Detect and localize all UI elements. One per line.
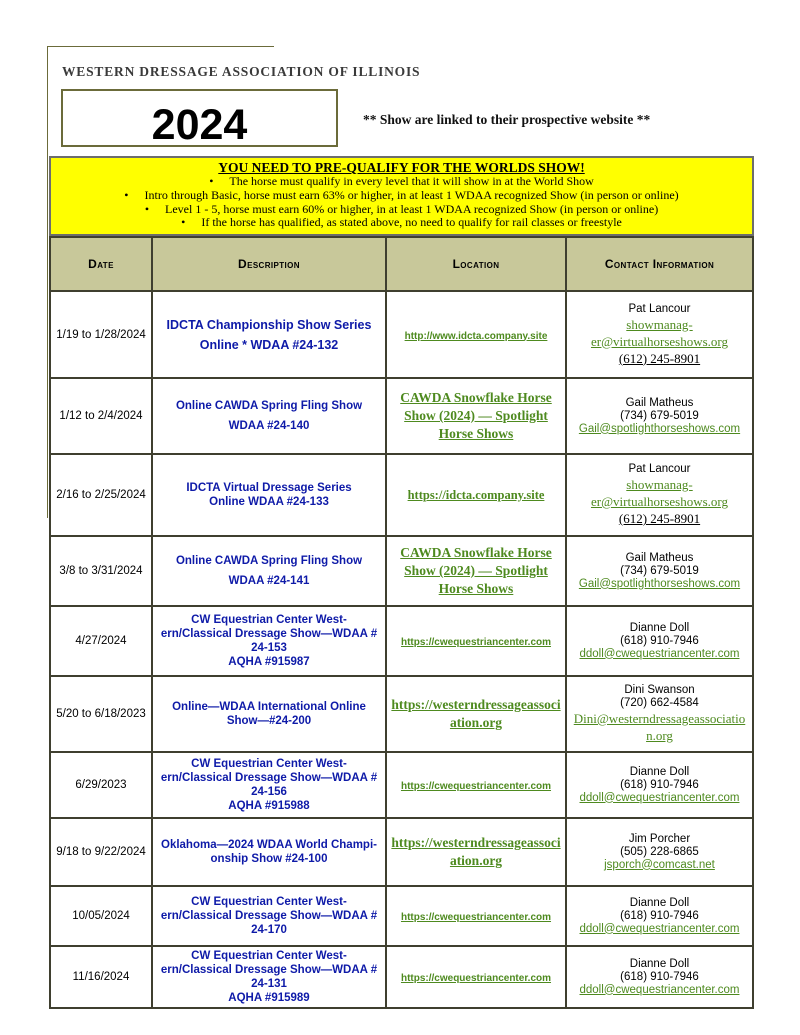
header-top-rule	[48, 46, 274, 47]
header-left-rule	[47, 46, 48, 518]
show-location	[386, 536, 566, 606]
show-subtitle: AQHA #915989	[228, 992, 310, 1004]
contact-name: Pat Lancour	[628, 463, 691, 475]
show-subtitle: Online WDAA #24-133	[209, 496, 329, 508]
show-date: 1/12 to 2/4/2024	[50, 378, 152, 454]
show-description	[152, 818, 386, 886]
column-header-location: Location	[386, 237, 566, 291]
table-row	[50, 536, 753, 606]
qualification-banner	[49, 156, 754, 236]
banner-bullet: • Intro through Basic, horse must earn 63% or higher, in at least 1 WDAA recognized Show (in person or online)	[51, 189, 752, 203]
location-link[interactable]: https://cwequestriancenter.com	[400, 781, 552, 792]
show-location	[386, 752, 566, 818]
contact-name: Dini Swanson	[624, 684, 695, 696]
column-header-contact: Contact Information	[566, 237, 753, 291]
contact-phone: (734) 679-5019	[620, 409, 699, 422]
banner-list	[51, 175, 752, 230]
contact-phone: (734) 679-5019	[620, 564, 699, 577]
contact-name: Gail Matheus	[625, 396, 694, 409]
contact-info	[566, 946, 753, 1008]
show-location	[386, 378, 566, 454]
contact-phone: (505) 228-6865	[620, 845, 699, 858]
show-title: Oklahoma—2024 WDAA World Champi-onship Show #24-100	[161, 839, 377, 865]
year-title: 2024	[151, 100, 248, 149]
contact-info	[566, 752, 753, 818]
contact-email[interactable]: showmanag-er@virtualhorseshows.org	[590, 477, 728, 509]
contact-info	[566, 291, 753, 378]
location-link[interactable]: https://westerndressageassociation.org	[391, 835, 561, 868]
contact-info	[566, 378, 753, 454]
column-header-date: Date	[50, 237, 152, 291]
show-date: 11/16/2024	[50, 946, 152, 1008]
contact-name: Dianne Doll	[629, 957, 690, 970]
show-description	[152, 946, 386, 1008]
location-link[interactable]: https://cwequestriancenter.com	[400, 973, 552, 984]
show-schedule-table	[49, 236, 754, 1009]
show-description	[152, 752, 386, 818]
year-box	[61, 89, 338, 147]
banner-bullet: • If the horse has qualified, as stated above, no need to qualify for rail classes or freestyle	[51, 216, 752, 230]
location-link[interactable]: https://cwequestriancenter.com	[400, 912, 552, 923]
show-title: Online CAWDA Spring Fling Show	[175, 555, 363, 567]
contact-phone: (612) 245-8901	[618, 350, 701, 366]
table-row	[50, 291, 753, 378]
table-row	[50, 606, 753, 676]
show-title: Online CAWDA Spring Fling Show	[175, 400, 363, 412]
banner-bullet: • Level 1 - 5, horse must earn 60% or higher, in at least 1 WDAA recognized Show (in person or online)	[51, 203, 752, 217]
show-date: 2/16 to 2/25/2024	[50, 454, 152, 536]
contact-name: Dianne Doll	[629, 621, 690, 634]
contact-email[interactable]: ddoll@cwequestriancenter.com	[579, 647, 740, 660]
contact-email[interactable]: jsporch@comcast.net	[604, 858, 715, 871]
show-description	[152, 291, 386, 378]
table-row	[50, 676, 753, 752]
show-date: 10/05/2024	[50, 886, 152, 946]
show-description	[152, 886, 386, 946]
show-description	[152, 536, 386, 606]
location-link[interactable]: https://idcta.company.site	[407, 488, 545, 502]
location-link[interactable]: http://www.idcta.company.site	[404, 330, 548, 342]
show-title: IDCTA Virtual Dressage Series	[186, 482, 352, 494]
show-title: CW Equestrian Center West-ern/Classical Dressage Show—WDAA # 24-156	[160, 758, 378, 798]
table-header-row	[50, 237, 753, 291]
contact-email[interactable]: Dini@westerndressageassociation.org	[573, 711, 746, 743]
banner-title: YOU NEED TO PRE-QUALIFY FOR THE WORLDS SHOW!	[218, 160, 585, 175]
show-location	[386, 454, 566, 536]
location-link[interactable]: https://cwequestriancenter.com	[400, 637, 552, 648]
contact-name: Dianne Doll	[629, 765, 690, 778]
show-subtitle: AQHA #915987	[228, 656, 310, 668]
contact-info	[566, 886, 753, 946]
show-title: Online—WDAA International Online Show—#24-200	[172, 701, 366, 727]
contact-name: Dianne Doll	[629, 896, 690, 909]
org-name: WESTERN DRESSAGE ASSOCIATION OF ILLINOIS	[62, 64, 421, 79]
show-location	[386, 886, 566, 946]
contact-email[interactable]: ddoll@cwequestriancenter.com	[579, 791, 740, 804]
contact-phone: (618) 910-7946	[620, 634, 699, 647]
contact-info	[566, 536, 753, 606]
table-row	[50, 454, 753, 536]
show-title: CW Equestrian Center West-ern/Classical Dressage Show—WDAA # 24-170	[160, 896, 378, 936]
website-note: ** Show are linked to their prospective website **	[363, 112, 651, 127]
show-description	[152, 454, 386, 536]
show-subtitle: AQHA #915988	[228, 800, 310, 812]
table-row	[50, 378, 753, 454]
contact-email[interactable]: Gail@spotlighthorseshows.com	[578, 577, 741, 590]
location-link[interactable]: CAWDA Snowflake Horse Show (2024) — Spotlight Horse Shows	[400, 545, 552, 596]
show-location	[386, 818, 566, 886]
contact-email[interactable]: ddoll@cwequestriancenter.com	[579, 922, 740, 935]
show-location	[386, 676, 566, 752]
table-row	[50, 818, 753, 886]
show-location	[386, 291, 566, 378]
contact-email[interactable]: showmanag-er@virtualhorseshows.org	[590, 316, 728, 349]
contact-name: Pat Lancour	[628, 302, 691, 315]
show-subtitle: Online * WDAA #24-132	[199, 337, 339, 352]
show-date: 3/8 to 3/31/2024	[50, 536, 152, 606]
table-row	[50, 946, 753, 1008]
contact-name: Gail Matheus	[625, 551, 694, 564]
show-location	[386, 946, 566, 1008]
contact-phone: (612) 245-8901	[618, 511, 701, 526]
banner-bullet: • The horse must qualify in every level that it will show in at the World Show	[51, 175, 752, 189]
contact-info	[566, 606, 753, 676]
table-row	[50, 752, 753, 818]
column-header-description: Description	[152, 237, 386, 291]
contact-phone: (618) 910-7946	[620, 909, 699, 922]
show-description	[152, 606, 386, 676]
show-date: 9/18 to 9/22/2024	[50, 818, 152, 886]
show-date: 4/27/2024	[50, 606, 152, 676]
location-link[interactable]: CAWDA Snowflake Horse Show (2024) — Spotlight Horse Shows	[400, 390, 552, 441]
contact-info	[566, 676, 753, 752]
contact-info	[566, 454, 753, 536]
contact-email[interactable]: Gail@spotlighthorseshows.com	[578, 422, 741, 435]
table-row	[50, 886, 753, 946]
show-title: CW Equestrian Center West-ern/Classical Dressage Show—WDAA # 24-153	[160, 614, 378, 654]
show-location	[386, 606, 566, 676]
contact-phone: (720) 662-4584	[620, 697, 699, 709]
contact-info	[566, 818, 753, 886]
contact-name: Jim Porcher	[628, 832, 691, 845]
contact-phone: (618) 910-7946	[620, 970, 699, 983]
show-subtitle: WDAA #24-141	[228, 575, 310, 587]
location-link[interactable]: https://westerndressageassociation.org	[391, 697, 561, 730]
show-title: IDCTA Championship Show Series	[166, 317, 372, 332]
show-description	[152, 676, 386, 752]
contact-phone: (618) 910-7946	[620, 778, 699, 791]
show-date: 1/19 to 1/28/2024	[50, 291, 152, 378]
contact-email[interactable]: ddoll@cwequestriancenter.com	[579, 983, 740, 996]
show-date: 6/29/2023	[50, 752, 152, 818]
show-subtitle: WDAA #24-140	[228, 420, 310, 432]
show-title: CW Equestrian Center West-ern/Classical Dressage Show—WDAA # 24-131	[160, 950, 378, 990]
show-date: 5/20 to 6/18/2023	[50, 676, 152, 752]
show-description	[152, 378, 386, 454]
